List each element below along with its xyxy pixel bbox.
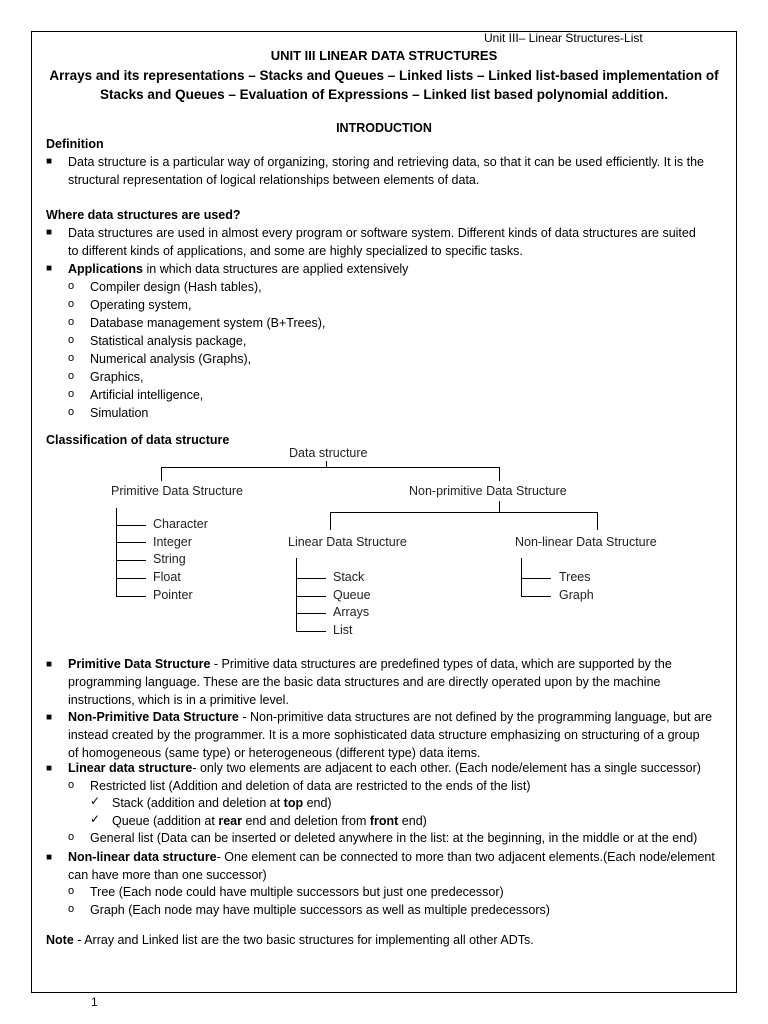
applications-line	[68, 260, 718, 278]
where-used-text	[68, 224, 718, 260]
running-header: Unit III– Linear Structures-List	[484, 31, 643, 45]
primitive-line-1: - Primitive data structures are predefined types of data, which are supported by the	[210, 657, 672, 671]
restricted-list: Restricted list (Addition and deletion of data are restricted to the ends of the list)	[90, 779, 531, 793]
applications-bold: Applications	[68, 262, 144, 276]
application-item: Artificial intelligence,	[90, 388, 204, 402]
circle-bullet-icon: o	[68, 885, 75, 897]
connector	[296, 631, 326, 632]
topics-title	[31, 66, 737, 104]
circle-bullet-icon: o	[68, 352, 75, 364]
circle-bullet-icon: o	[68, 370, 75, 382]
where-used-line-2: to different kinds of applications, and some are highly specialized to specific tasks.	[68, 244, 523, 258]
linear-rest: - only two elements are adjacent to each other. (Each node/element has a single successor)	[192, 761, 701, 775]
connector	[116, 578, 146, 579]
connector	[161, 467, 500, 468]
primitive-line-2: programming language. These are the basic data structures and are directly operated upon by the machine	[68, 675, 661, 689]
note	[46, 933, 534, 947]
topics-line-1: Arrays and its representations – Stacks and Queues – Linked lists – Linked list-based implementation of	[49, 68, 719, 83]
definition-heading: Definition	[46, 137, 104, 151]
square-bullet-icon: ■	[46, 227, 53, 238]
connector	[161, 467, 162, 481]
connector	[521, 578, 551, 579]
non-linear-explanation	[68, 848, 718, 884]
connector	[296, 613, 326, 614]
primitive-item: Float	[153, 570, 181, 584]
circle-bullet-icon: o	[68, 406, 75, 418]
non-primitive-bold: Non-Primitive Data Structure	[68, 710, 239, 724]
connector	[330, 512, 331, 530]
circle-bullet-icon: o	[68, 831, 75, 843]
node-primitive: Primitive Data Structure	[111, 484, 243, 498]
connector	[116, 525, 146, 526]
checkmark-icon: ✓	[90, 794, 101, 808]
topics-line-2: Stacks and Queues – Evaluation of Expressions – Linked list based polynomial addition.	[100, 87, 668, 102]
primitive-explanation	[68, 655, 718, 709]
non-primitive-line-3: of homogeneous (same type) or heterogeneous (different type) data items.	[68, 746, 481, 760]
introduction-heading: INTRODUCTION	[336, 121, 432, 135]
application-item: Compiler design (Hash tables),	[90, 280, 262, 294]
connector	[597, 512, 598, 530]
application-item: Graphics,	[90, 370, 144, 384]
square-bullet-icon: ■	[46, 659, 53, 670]
linear-item: Stack	[333, 570, 365, 584]
application-item: Statistical analysis package,	[90, 334, 247, 348]
connector	[296, 596, 326, 597]
application-item: Operating system,	[90, 298, 192, 312]
node-non-primitive: Non-primitive Data Structure	[409, 484, 567, 498]
applications-rest: in which data structures are applied extensively	[143, 262, 409, 276]
connector	[499, 467, 500, 481]
connector	[521, 558, 522, 596]
classification-heading: Classification of data structure	[46, 433, 230, 447]
connector	[116, 596, 146, 597]
square-bullet-icon: ■	[46, 156, 53, 167]
primitive-item: Pointer	[153, 588, 193, 602]
non-primitive-explanation	[68, 708, 718, 762]
linear-item: List	[333, 623, 353, 637]
primitive-item: Integer	[153, 535, 192, 549]
circle-bullet-icon: o	[68, 903, 75, 915]
non-linear-line-2: can have more than one successor)	[68, 868, 267, 882]
definition-line-2: structural representation of logical relationships between elements of data.	[68, 173, 480, 187]
non-primitive-line-1: - Non-primitive data structures are not defined by the programming language, but are	[238, 710, 713, 724]
primitive-bold: Primitive Data Structure	[68, 657, 211, 671]
square-bullet-icon: ■	[46, 712, 53, 723]
connector	[296, 578, 326, 579]
circle-bullet-icon: o	[68, 316, 75, 328]
non-primitive-line-2: instead created by the programmer. It is a more sophisticated data structure emphasizing on structuring of a group	[68, 728, 700, 742]
non-linear-bold: Non-linear data structure	[68, 850, 217, 864]
primitive-item: Character	[153, 517, 208, 531]
non-linear-item: Graph	[559, 588, 594, 602]
where-used-line-1: Data structures are used in almost every program or software system. Different kinds of data structures are suited	[68, 226, 696, 240]
primitive-line-3: instructions, which is in a primitive level.	[68, 693, 289, 707]
node-data-structure: Data structure	[289, 446, 368, 460]
linear-bold: Linear data structure	[68, 761, 193, 775]
circle-bullet-icon: o	[68, 280, 75, 292]
application-item: Numerical analysis (Graphs),	[90, 352, 252, 366]
unit-title: UNIT III LINEAR DATA STRUCTURES	[270, 48, 498, 63]
square-bullet-icon: ■	[46, 852, 53, 863]
application-item: Database management system (B+Trees),	[90, 316, 326, 330]
circle-bullet-icon: o	[68, 779, 75, 791]
non-linear-line-1: - One element can be connected to more than two adjacent elements.(Each node/element	[216, 850, 715, 864]
general-list: General list (Data can be inserted or deleted anywhere in the list: at the beginning, in the middle or at the end)	[90, 831, 698, 845]
connector	[296, 558, 297, 632]
non-linear-item: Trees	[559, 570, 591, 584]
primitive-item: String	[153, 552, 186, 566]
connector	[116, 508, 117, 596]
circle-bullet-icon: o	[68, 388, 75, 400]
linear-item: Arrays	[333, 605, 370, 619]
page-number: 1	[91, 995, 98, 1009]
connector	[330, 512, 598, 513]
node-non-linear: Non-linear Data Structure	[515, 535, 657, 549]
connector	[116, 560, 146, 561]
square-bullet-icon: ■	[46, 763, 53, 774]
note-rest: - Array and Linked list are the two basic structures for implementing all other ADTs.	[73, 933, 534, 947]
node-linear: Linear Data Structure	[288, 535, 407, 549]
where-used-heading: Where data structures are used?	[46, 208, 241, 222]
linear-explanation	[68, 759, 718, 777]
queue-item: Queue (addition at rear end and deletion from front end)	[112, 814, 427, 828]
checkmark-icon: ✓	[90, 812, 101, 826]
note-bold: Note	[46, 933, 74, 947]
definition-text	[68, 153, 718, 189]
circle-bullet-icon: o	[68, 334, 75, 346]
definition-line-1: Data structure is a particular way of organizing, storing and retrieving data, so that it can be used efficiently. It is the	[68, 155, 704, 169]
stack-item: Stack (addition and deletion at top end)	[112, 796, 332, 810]
square-bullet-icon: ■	[46, 263, 53, 274]
graph-item: Graph (Each node may have multiple successors as well as multiple predecessors)	[90, 903, 550, 917]
tree-item: Tree (Each node could have multiple successors but just one predecessor)	[90, 885, 504, 899]
connector	[521, 596, 551, 597]
application-item: Simulation	[90, 406, 149, 420]
connector	[116, 542, 146, 543]
linear-item: Queue	[333, 588, 371, 602]
circle-bullet-icon: o	[68, 298, 75, 310]
